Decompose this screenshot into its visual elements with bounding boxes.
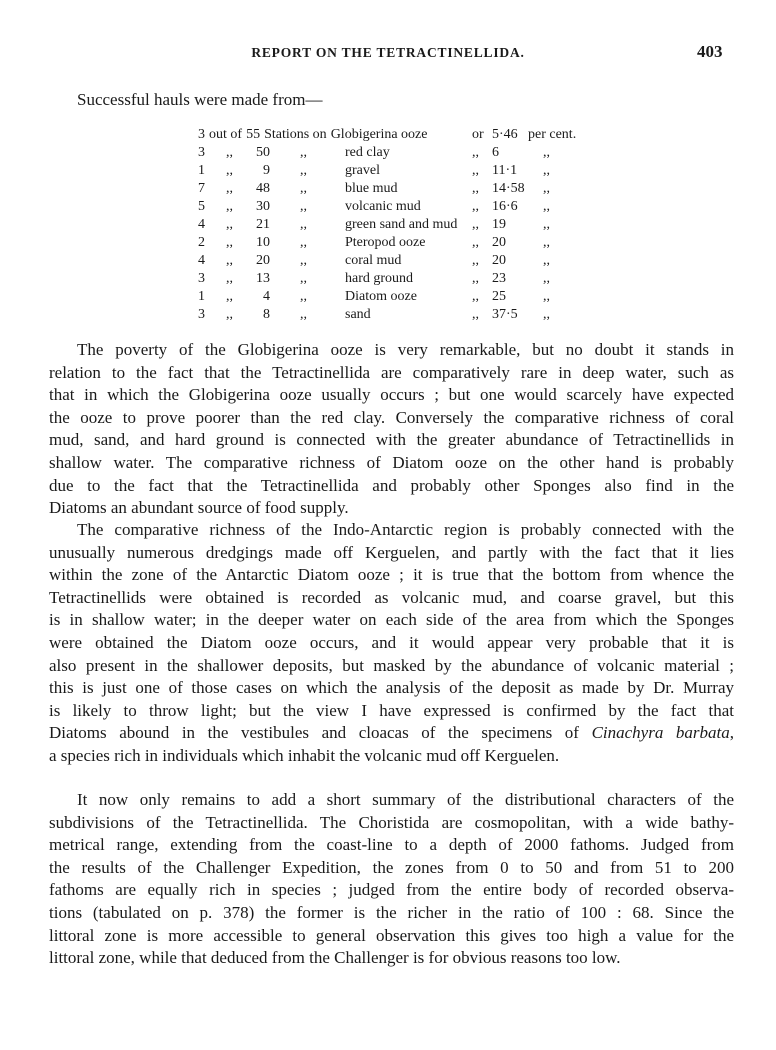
total-stations-count: 9 bbox=[263, 163, 270, 178]
table-row bbox=[198, 180, 550, 198]
text-line: Diatoms an abundant source of food supply. bbox=[49, 498, 349, 518]
stations-table bbox=[198, 126, 577, 324]
percentage: 5·46 bbox=[492, 127, 518, 142]
text-line: also present in the shallower deposits, but masked by the abundance of volcanic material ; bbox=[49, 655, 734, 675]
deposit-type: hard ground bbox=[345, 271, 414, 286]
percentage: 6 bbox=[492, 145, 499, 160]
text-segment: , bbox=[729, 723, 735, 743]
total-stations-count: 10 bbox=[256, 235, 270, 250]
paragraph-globigerina bbox=[49, 339, 734, 520]
ditto-mark: ,, bbox=[472, 163, 479, 178]
text-line: It now only remains to add a short summary of the distributional characters of the bbox=[77, 790, 734, 809]
ditto-mark: ,, bbox=[543, 217, 550, 232]
sponge-stations-count: 7 bbox=[198, 181, 205, 196]
total-stations-count: 55 bbox=[246, 127, 261, 142]
ditto-mark: ,, bbox=[300, 307, 307, 322]
total-stations-count: 30 bbox=[256, 199, 270, 214]
table-row bbox=[198, 162, 550, 180]
out-of-label: out of bbox=[209, 127, 243, 142]
table-row bbox=[198, 252, 550, 270]
percentage: 23 bbox=[492, 271, 506, 286]
ditto-mark: ,, bbox=[543, 253, 550, 268]
ditto-mark: ,, bbox=[472, 307, 479, 322]
text-line: a species rich in individuals which inhabit the volcanic mud off Kerguelen. bbox=[49, 745, 560, 765]
deposit-type: sand bbox=[345, 307, 371, 322]
table-row bbox=[198, 126, 577, 144]
text-line: tions (tabulated on p. 378) the former is the richer in the ratio of 100 : 68. Since the bbox=[49, 902, 734, 922]
total-stations-count: 20 bbox=[256, 253, 270, 268]
sponge-stations-count: 3 bbox=[198, 145, 205, 160]
text-line: relation to the fact that the Tetractinellida are comparatively rare in deep water, such as bbox=[49, 362, 734, 382]
table-row bbox=[198, 234, 550, 252]
text-line: is in shallow water; in the deeper water on each side of the area from which the Sponges bbox=[49, 610, 734, 630]
text-line: this is just one of those cases on which the analysis of the deposit as made by Dr. Murray bbox=[49, 678, 734, 698]
text-line: the ooze to prove poorer than the red clay. Conversely the comparative richness of coral bbox=[49, 407, 734, 427]
deposit-type: green sand and mud bbox=[345, 217, 458, 232]
ditto-mark: ,, bbox=[543, 199, 550, 214]
deposit-type: coral mud bbox=[345, 253, 402, 268]
ditto-mark: ,, bbox=[300, 163, 307, 178]
text-line: within the zone of the Antarctic Diatom ooze ; it is true that the bottom from whence the bbox=[49, 565, 734, 585]
percentage: 25 bbox=[492, 289, 506, 304]
ditto-mark: ,, bbox=[543, 181, 550, 196]
percentage: 19 bbox=[492, 217, 506, 232]
ditto-mark: ,, bbox=[543, 289, 550, 304]
table-row bbox=[198, 198, 550, 216]
table-row bbox=[198, 144, 550, 162]
text-line: littoral zone is more accessible to general observation this gives too high a value for the bbox=[49, 925, 734, 945]
total-stations-count: 21 bbox=[256, 217, 270, 232]
ditto-mark: ,, bbox=[543, 235, 550, 250]
percentage: 11·1 bbox=[492, 163, 518, 178]
ditto-mark: ,, bbox=[543, 145, 550, 160]
table-intro: Successful hauls were made from— bbox=[77, 90, 323, 109]
ditto-mark: ,, bbox=[300, 199, 307, 214]
deposit-type: volcanic mud bbox=[345, 199, 421, 214]
ditto-mark: ,, bbox=[300, 145, 307, 160]
percentage: 20 bbox=[492, 235, 506, 250]
stations-on-label: Stations on bbox=[264, 127, 327, 142]
ditto-mark: ,, bbox=[543, 163, 550, 178]
or-label: or bbox=[472, 127, 484, 142]
text-line: metrical range, extending from the coast-line to a depth of 2000 fathoms. Judged from bbox=[49, 835, 734, 855]
paragraph-indo-antarctic bbox=[49, 519, 734, 768]
ditto-mark: ,, bbox=[543, 307, 550, 322]
ditto-mark: ,, bbox=[226, 181, 233, 196]
table-row bbox=[198, 216, 550, 234]
ditto-mark: ,, bbox=[472, 235, 479, 250]
ditto-mark: ,, bbox=[472, 199, 479, 214]
table-row bbox=[198, 270, 550, 288]
per-cent-label: per cent. bbox=[528, 127, 577, 142]
ditto-mark: ,, bbox=[300, 289, 307, 304]
sponge-stations-count: 3 bbox=[198, 307, 205, 322]
text-line: unusually numerous dredgings made off Kerguelen, and partly with the fact that it lies bbox=[49, 542, 734, 562]
ditto-mark: ,, bbox=[226, 235, 233, 250]
species-name: Cinachyra barbata bbox=[591, 723, 730, 743]
ditto-mark: ,, bbox=[543, 271, 550, 286]
ditto-mark: ,, bbox=[226, 145, 233, 160]
text-line: mud, sand, and hard ground is connected with the greater abundance of Tetractinellids in bbox=[49, 430, 734, 450]
running-title: REPORT ON THE TETRACTINELLIDA. bbox=[251, 45, 525, 60]
ditto-mark: ,, bbox=[226, 217, 233, 232]
text-segment: Diatoms abound in the vestibules and cloacas of the specimens of bbox=[49, 723, 592, 743]
sponge-stations-count: 4 bbox=[198, 217, 205, 232]
ditto-mark: ,, bbox=[300, 271, 307, 286]
ditto-mark: ,, bbox=[472, 271, 479, 286]
ditto-mark: ,, bbox=[300, 217, 307, 232]
text-line: fathoms are equally rich in species ; judged from the entire body of recorded observa- bbox=[49, 880, 734, 900]
deposit-type: gravel bbox=[345, 163, 380, 178]
page-number: 403 bbox=[697, 42, 723, 61]
total-stations-count: 4 bbox=[263, 289, 270, 304]
ditto-mark: ,, bbox=[226, 199, 233, 214]
percentage: 16·6 bbox=[492, 199, 518, 214]
text-line: due to the fact that the Tetractinellida and probably other Sponges also find in the bbox=[49, 475, 734, 495]
ditto-mark: ,, bbox=[472, 145, 479, 160]
percentage: 37·5 bbox=[492, 307, 518, 322]
deposit-type: Diatom ooze bbox=[345, 289, 417, 304]
sponge-stations-count: 3 bbox=[198, 127, 205, 142]
ditto-mark: ,, bbox=[226, 307, 233, 322]
ditto-mark: ,, bbox=[226, 253, 233, 268]
ditto-mark: ,, bbox=[472, 289, 479, 304]
sponge-stations-count: 5 bbox=[198, 199, 205, 214]
ditto-mark: ,, bbox=[226, 271, 233, 286]
text-line bbox=[49, 722, 734, 745]
ditto-mark: ,, bbox=[226, 289, 233, 304]
text-line: Tetractinellids were obtained is recorded as volcanic mud, and coarse gravel, but this bbox=[49, 587, 734, 607]
ditto-mark: ,, bbox=[472, 217, 479, 232]
text-line: that in which the Globigerina ooze usually occurs ; but one would scarcely have expected bbox=[49, 385, 734, 405]
deposit-type: Pteropod ooze bbox=[345, 235, 426, 250]
text-line: is likely to throw light; but the view I have expressed is confirmed by the fact that bbox=[49, 700, 734, 720]
total-stations-count: 48 bbox=[256, 181, 270, 196]
ditto-mark: ,, bbox=[300, 253, 307, 268]
paragraph-summary bbox=[49, 789, 734, 970]
total-stations-count: 8 bbox=[263, 307, 270, 322]
text-line: were obtained the Diatom ooze occurs, and it would appear very probable that it is bbox=[49, 632, 734, 652]
text-line: littoral zone, while that deduced from the Challenger is for obvious reasons too low. bbox=[49, 948, 621, 968]
ditto-mark: ,, bbox=[300, 235, 307, 250]
deposit-type: red clay bbox=[345, 145, 390, 160]
text-line: the results of the Challenger Expedition, the zones from 0 to 50 and from 51 to 200 bbox=[49, 857, 734, 877]
ditto-mark: ,, bbox=[472, 181, 479, 196]
table-row bbox=[198, 306, 550, 324]
sponge-stations-count: 4 bbox=[198, 253, 205, 268]
deposit-type: Globigerina ooze bbox=[330, 127, 428, 142]
deposit-type: blue mud bbox=[345, 181, 398, 196]
total-stations-count: 50 bbox=[256, 145, 270, 160]
sponge-stations-count: 3 bbox=[198, 271, 205, 286]
text-line: subdivisions of the Tetractinellida. The Choristida are cosmopolitan, with a wide bathy- bbox=[49, 812, 734, 832]
text-line: The comparative richness of the Indo-Antarctic region is probably connected with the bbox=[77, 520, 734, 539]
percentage: 14·58 bbox=[492, 181, 525, 196]
ditto-mark: ,, bbox=[472, 253, 479, 268]
sponge-stations-count: 1 bbox=[198, 163, 205, 178]
text-line: The poverty of the Globigerina ooze is very remarkable, but no doubt it stands in bbox=[77, 340, 734, 359]
sponge-stations-count: 1 bbox=[198, 289, 205, 304]
percentage: 20 bbox=[492, 253, 506, 268]
table-row bbox=[198, 288, 550, 306]
total-stations-count: 13 bbox=[256, 271, 270, 286]
text-line: shallow water. The comparative richness of Diatom ooze on the other hand is probably bbox=[49, 452, 734, 472]
sponge-stations-count: 2 bbox=[198, 235, 205, 250]
ditto-mark: ,, bbox=[300, 181, 307, 196]
ditto-mark: ,, bbox=[226, 163, 233, 178]
